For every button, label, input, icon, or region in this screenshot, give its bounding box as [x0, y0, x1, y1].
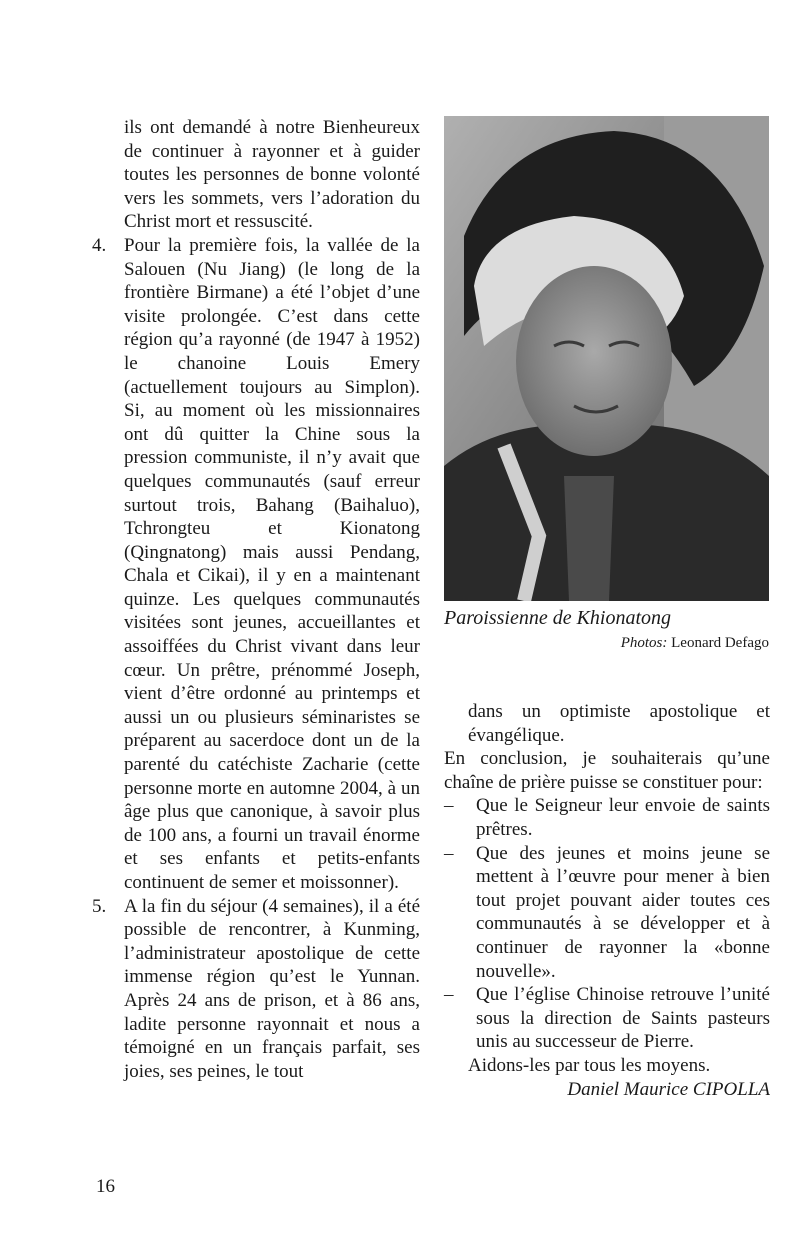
photo-caption: Paroissienne de Khionatong [444, 607, 672, 629]
conclusion-paragraph: En conclusion, je souhaiterais qu’une chaîne de prière puisse se constituer pour: [444, 748, 770, 793]
list-item [444, 842, 770, 984]
list-item-text: A la fin du séjour (4 semaines), il a été possible de rencontrer, à Kunming, l’administrateur apostolique de cette immense région qu’est le Yunnan. Après 24 ans de prison, et à 86 ans, ladite personne rayonnait et nous a témoigné en un français parfait, ses joies, ses peines, le tout [124, 895, 420, 1082]
portrait-image [444, 116, 769, 601]
photo-credit [444, 633, 769, 653]
photo-credit-label: Photos: [620, 635, 668, 651]
right-column [444, 700, 770, 1101]
author-signature: Daniel Maurice CIPOLLA [567, 1078, 770, 1100]
list-item [444, 794, 770, 841]
left-column [90, 116, 420, 1083]
list-item-number: 5. [92, 895, 107, 917]
list-item-number: 4. [92, 234, 107, 256]
page-number: 16 [96, 1176, 115, 1197]
bullet-text: Que l’église Chinoise retrouve l’unité sous la direction de Saints pasteurs unis au successeur de Pierre. [476, 984, 770, 1053]
closing-line: Aidons-les par tous les moyens. [468, 1054, 711, 1076]
bullet-text: Que le Seigneur leur envoie de saints prêtres. [476, 795, 770, 840]
list-item-text: Pour la première fois, la vallée de la Salouen (Nu Jiang) (le long de la frontière Birmane) a été l’objet d’une visite prolongée. C’est dans cette région qu’a rayonné (de 1947 à 1952) le chanoine Louis Emery (actuellement toujours au Simplon). Si, au moment où les missionnaires ont dû quitter la Chine sous la pression communiste, il n’y avait que quelques communautés (sauf erreur surtout trois, Bahang (Baihaluo), Tchrongteu et Kionatong (Qingnatong) mais aussi Pendang, Chala et Cikai), il y en a maintenant quinze. Les quelques communautés visitées sont jeunes, accueillantes et assoiffées du Christ vivant dans leur cœur. Un prêtre, prénommé Joseph, vient d’être ordonné au printemps et aussi un ou plusieurs séminaristes se préparent au sacerdoce dont un de la parenté du catéchiste Zacharie (cette personne morte en automne 2004, à un âge plus que canonique, à savoir plus de 100 ans, a fourni un travail énorme et ses enfants et petits-enfants continuent de semer et moissonner). [124, 234, 420, 893]
list-item [90, 234, 420, 895]
dash-bullet: – [444, 984, 454, 1006]
dash-bullet: – [444, 795, 454, 817]
list-item [444, 983, 770, 1054]
left-continuation-paragraph: ils ont demandé à notre Bienheureux de continuer à rayonner et à guider toutes les personnes de bonne volonté vers les sommets, vers l’adoration du Christ mort et ressuscité. [124, 117, 420, 233]
dash-bullet: – [444, 842, 454, 864]
photo-credit-name: Leonard Defago [671, 635, 769, 651]
right-continuation-paragraph: dans un optimiste apostolique et évangélique. [468, 701, 770, 746]
portrait-photo [444, 116, 769, 601]
bullet-text: Que des jeunes et moins jeune se mettent à l’œuvre pour mener à bien tout projet pouvant aider toutes ces communautés à se développer et à continuer de rayonner la «bonne nouvelle». [476, 842, 770, 982]
list-item [90, 895, 420, 1084]
